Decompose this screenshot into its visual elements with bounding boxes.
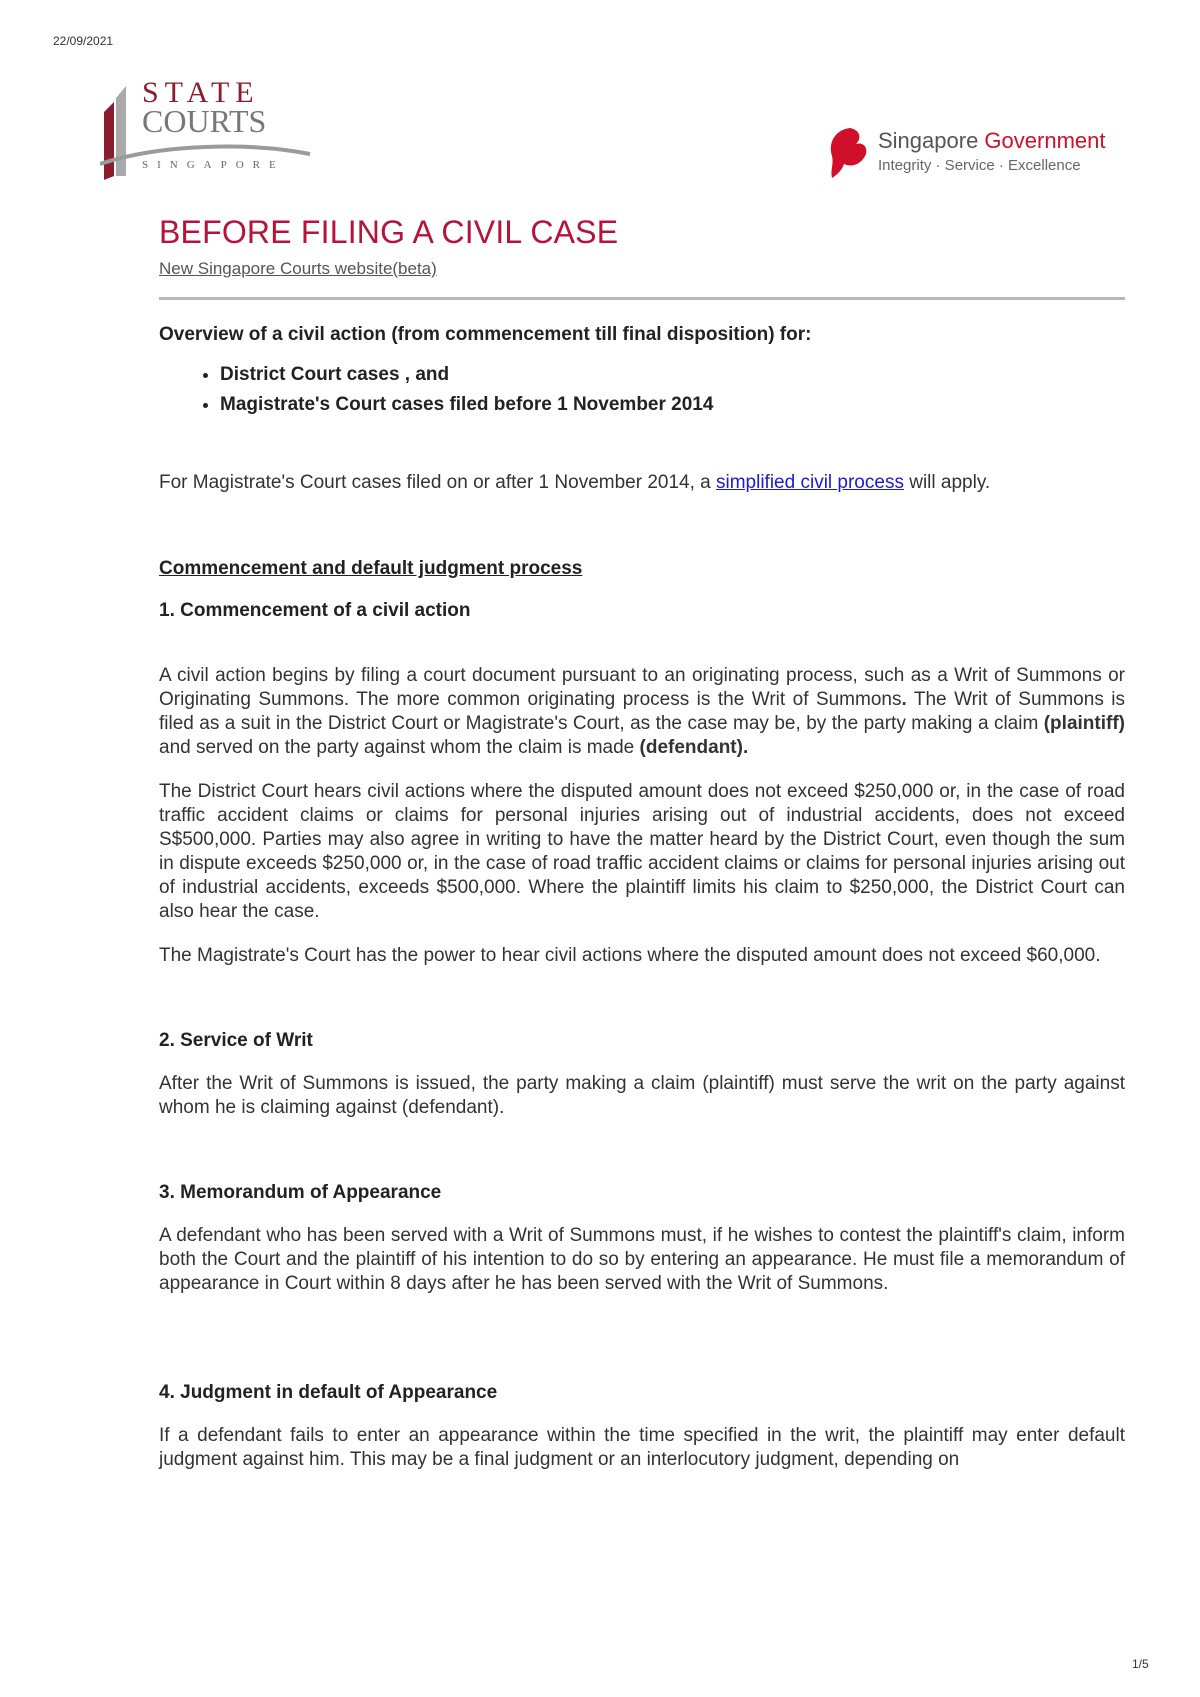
- overview-list: [159, 364, 1125, 416]
- step-2-title: 2. Service of Writ: [159, 1030, 313, 1051]
- step-1-paragraph-3: The Magistrate's Court has the power to hear civil actions where the disputed amount does not exceed $60,000.: [159, 945, 1101, 966]
- step-2-paragraph: After the Writ of Summons is issued, the party making a claim (plaintiff) must serve the writ on the party against whom he is claiming against (defendant).: [159, 1073, 1125, 1118]
- section-heading: Commencement and default judgment process: [159, 558, 583, 579]
- step-3-title: 3. Memorandum of Appearance: [159, 1182, 442, 1203]
- main-content: [159, 214, 1125, 1472]
- list-item: • Magistrate's Court cases filed before 1 November 2014: [220, 394, 1125, 416]
- lion-head-icon: [826, 124, 874, 184]
- logo-state-text: STATE: [142, 76, 260, 109]
- header-divider: [159, 297, 1125, 300]
- step-4-title: 4. Judgment in default of Appearance: [159, 1382, 498, 1403]
- sg-gov-title: Singapore Government: [878, 128, 1106, 153]
- simplified-civil-process-link[interactable]: simplified civil process: [716, 472, 904, 493]
- step-1-paragraph-1: A civil action begins by filing a court document pursuant to an originating process, such as a Writ of Summons or Originating Summons. The more common originating process is the Writ of Summons. The Writ of Summons is filed as a suit in the District Court or Magistrate's Court, as the case may be, by the party making a claim (plaintiff) and served on the party against whom the claim is made (defendant).: [159, 665, 1126, 758]
- sg-gov-tagline: Integrity · Service · Excellence: [878, 157, 1081, 174]
- state-courts-logo: [100, 76, 330, 188]
- logo-singapore-text: SINGAPORE: [142, 159, 285, 171]
- list-item: • District Court cases , and: [220, 364, 1125, 386]
- step-1-title: 1. Commencement of a civil action: [159, 600, 471, 621]
- simplified-process-note: For Magistrate's Court cases filed on or after 1 November 2014, a simplified civil process will apply.: [159, 472, 991, 493]
- page-number: 1/5: [1132, 1657, 1149, 1671]
- logo-courts-text: COURTS: [142, 103, 267, 139]
- step-1-paragraph-2: The District Court hears civil actions where the disputed amount does not exceed $250,000 or, in the case of road traffic accident claims or claims for personal injuries arising out of industrial accidents, does not exceed S$500,000. Parties may also agree in writing to have the matter heard by the District Court, even though the sum in dispute exceeds $250,000 or, in the case of road traffic accident claims or claims for personal injuries arising out of industrial accidents, exceeds $500,000. Where the plaintiff limits his claim to $250,000, the District Court can also hear the case.: [159, 781, 1125, 922]
- singapore-government-logo: [826, 124, 1146, 186]
- print-date: 22/09/2021: [53, 34, 114, 48]
- page-title: BEFORE FILING A CIVIL CASE: [159, 214, 619, 250]
- step-3-paragraph: A defendant who has been served with a Writ of Summons must, if he wishes to contest the plaintiff's claim, inform both the Court and the plaintiff of his intention to do so by entering an appearance. He must file a memorandum of appearance in Court within 8 days after he has been served with the Writ of Summons.: [159, 1225, 1125, 1294]
- step-4-paragraph: If a defendant fails to enter an appearance within the time specified in the writ, the plaintiff may enter default judgment against him. This may be a final judgment or an interlocutory judgment, depending on: [159, 1425, 1125, 1470]
- new-website-beta-link[interactable]: New Singapore Courts website(beta): [159, 259, 437, 278]
- overview-heading: Overview of a civil action (from commencement till final disposition) for:: [159, 324, 812, 345]
